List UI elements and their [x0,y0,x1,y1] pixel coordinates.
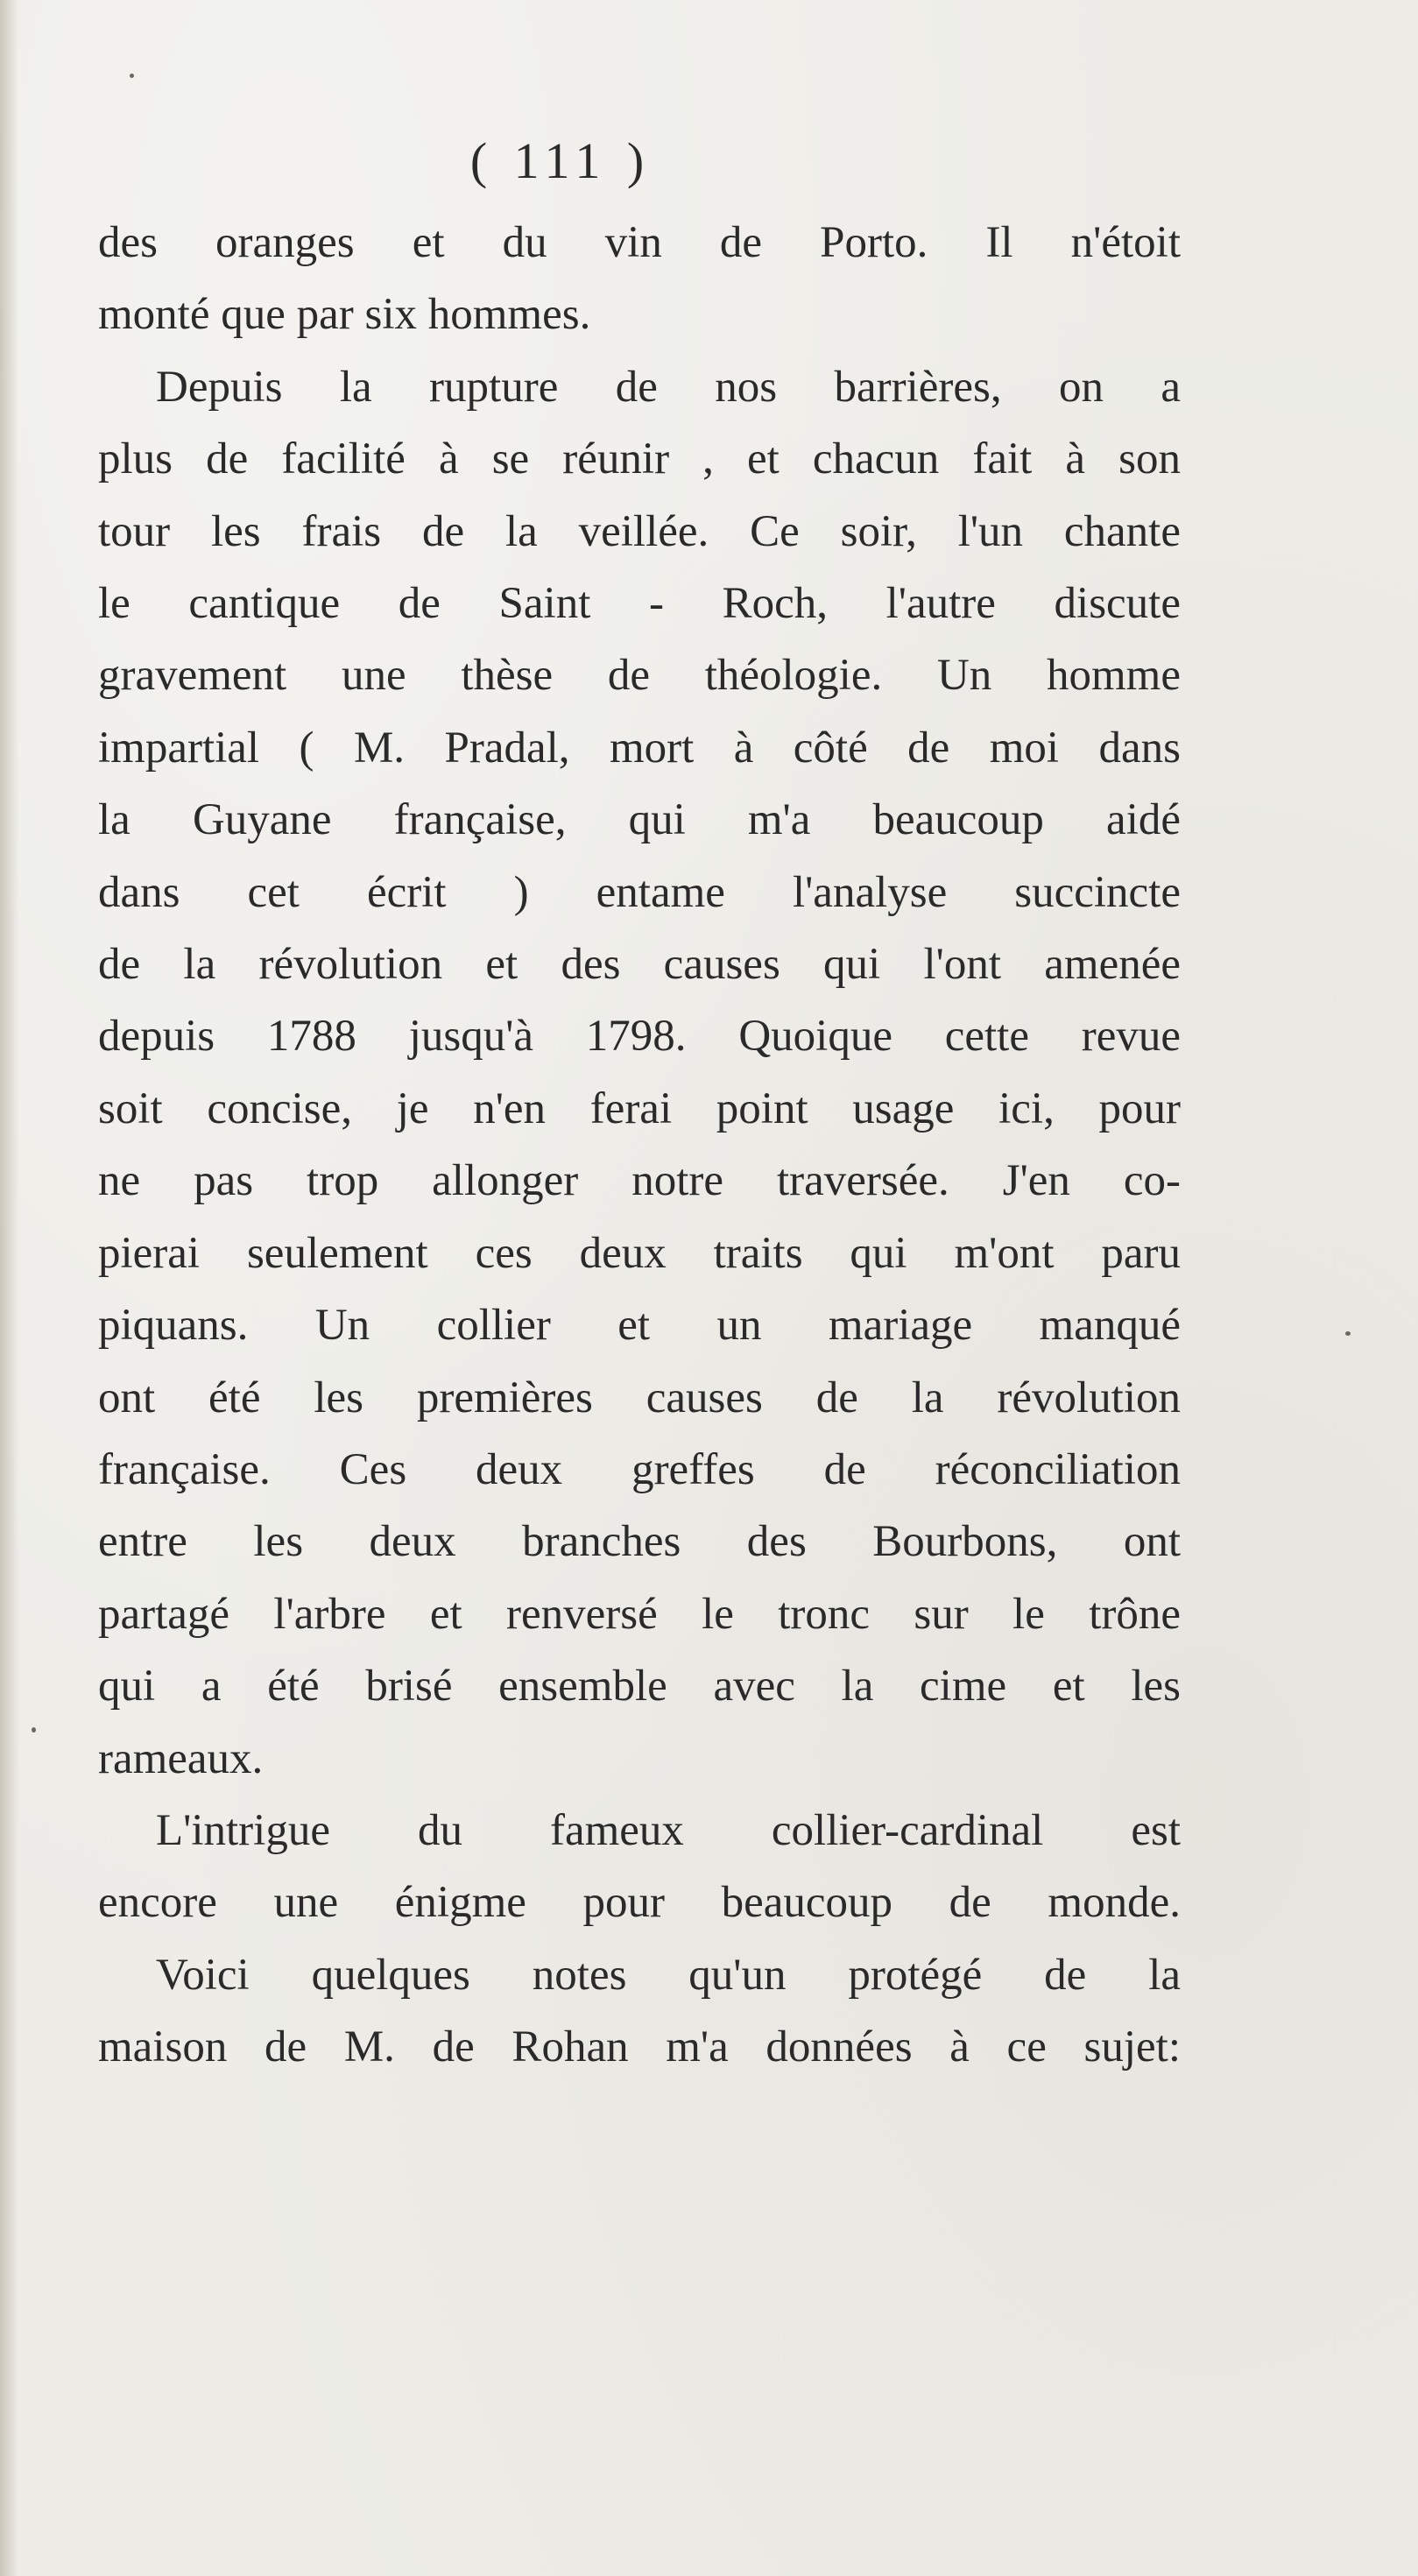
text-line: qui a été brisé ensemble avec la cime et les [98,1662,1181,1711]
page-number: ( 111 ) [469,132,652,189]
text-line: plus de facilité à se réunir , et chacun fait à son [98,434,1181,484]
text-line: pierai seulement ces deux traits qui m'ont paru [98,1228,1181,1278]
text-line: monté que par six hommes. [98,290,591,340]
text-line: gravement une thèse de théologie. Un homme [98,651,1181,701]
text-line: de la révolution et des causes qui l'ont amenée [98,940,1181,990]
text-line: ne pas trop allonger notre traversée. J'en co- [98,1156,1181,1206]
text-line: Voici quelques notes qu'un protégé de la [156,1950,1181,2000]
page-edge-shadow [0,0,19,2576]
text-line: dans cet écrit ) entame l'analyse succincte [98,867,1181,917]
text-line: tour les frais de la veillée. Ce soir, l'un chante [98,506,1181,556]
text-line: L'intrigue du fameux collier-cardinal est [156,1805,1181,1855]
text-line: encore une énigme pour beaucoup de monde. [98,1878,1181,1928]
text-line: impartial ( M. Pradal, mort à côté de moi dans [98,723,1181,773]
text-line: Depuis la rupture de nos barrières, on a [156,362,1181,412]
text-line: la Guyane française, qui m'a beaucoup aidé [98,795,1181,845]
text-line: rameaux. [98,1733,264,1783]
text-line: piquans. Un collier et un mariage manqué [98,1301,1181,1351]
text-line: entre les deux branches des Bourbons, ont [98,1517,1181,1567]
ink-speck [1345,1331,1351,1336]
text-line: le cantique de Saint - Roch, l'autre discute [98,579,1181,629]
text-line: maison de M. de Rohan m'a données à ce sujet: [98,2022,1181,2072]
text-line: ont été les premières causes de la révolution [98,1373,1181,1422]
text-line: partagé l'arbre et renversé le tronc sur le trône [98,1589,1181,1639]
ink-speck [130,74,134,78]
text-line: française. Ces deux greffes de réconciliation [98,1444,1181,1494]
text-line: depuis 1788 jusqu'à 1798. Quoique cette revue [98,1012,1181,1062]
text-line: des oranges et du vin de Porto. Il n'étoit [98,218,1181,267]
body-text [98,207,1181,2084]
text-line: soit concise, je n'en ferai point usage ici, pour [98,1083,1181,1133]
ink-speck [32,1727,36,1733]
